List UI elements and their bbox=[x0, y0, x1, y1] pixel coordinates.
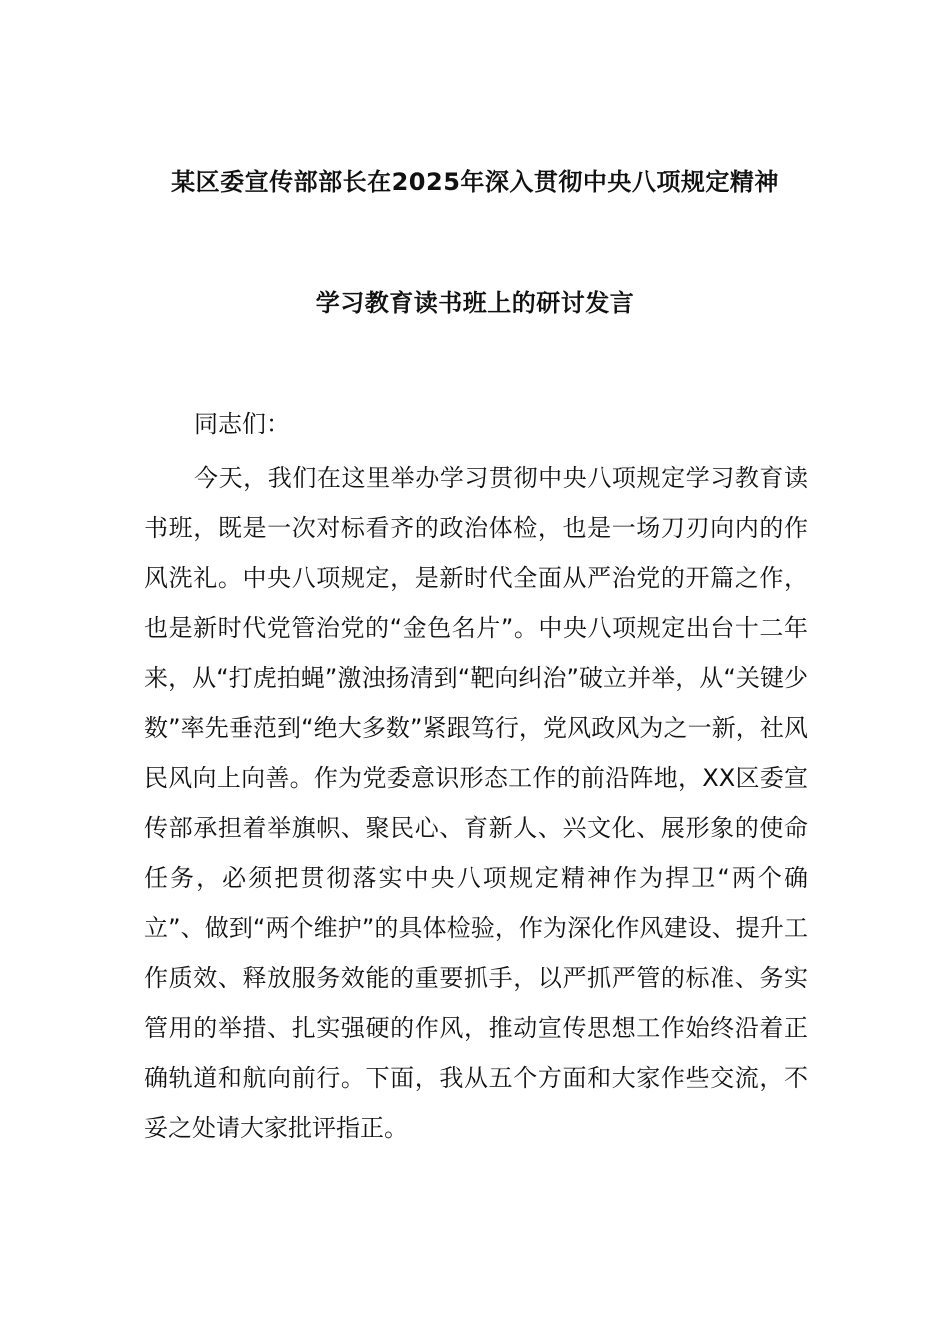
body-paragraph: 今天，我们在这里举办学习贯彻中央八项规定学习教育读书班，既是一次对标看齐的政治体检，也是一场刀刃向内的作风洗礼。中央八项规定，是新时代全面从严治党的开篇之作，也是新时代党管治党的“金色名片”。中央八项规定出台十二年来，从“打虎拍蝇”激浊扬清到“靶向纠治”破立并举，从“关键少数”率先垂范到“绝大多数”紧跟笃行，党风政风为之一新，社风民风向上向善。作为党委意识形态工作的前沿阵地，XX区委宣传部承担着举旗帜、聚民心、育新人、兴文化、展形象的使命任务，必须把贯彻落实中央八项规定精神作为捍卫“两个确立”、做到“两个维护”的具体检验，作为深化作风建设、提升工作质效、释放服务效能的重要抓手，以严抓严管的标准、务实管用的举措、扎实强硬的作风，推动宣传思想工作始终沿着正确轨道和航向前行。下面，我从五个方面和大家作些交流，不妥之处请大家批评指正。 bbox=[144, 464, 808, 1142]
salutation: 同志们： bbox=[194, 410, 290, 438]
document-title-line-2: 学习教育读书班上的研讨发言 bbox=[315, 289, 635, 317]
document-title-line-1: 某区委宣传部部长在2025年深入贯彻中央八项规定精神 bbox=[171, 168, 779, 196]
